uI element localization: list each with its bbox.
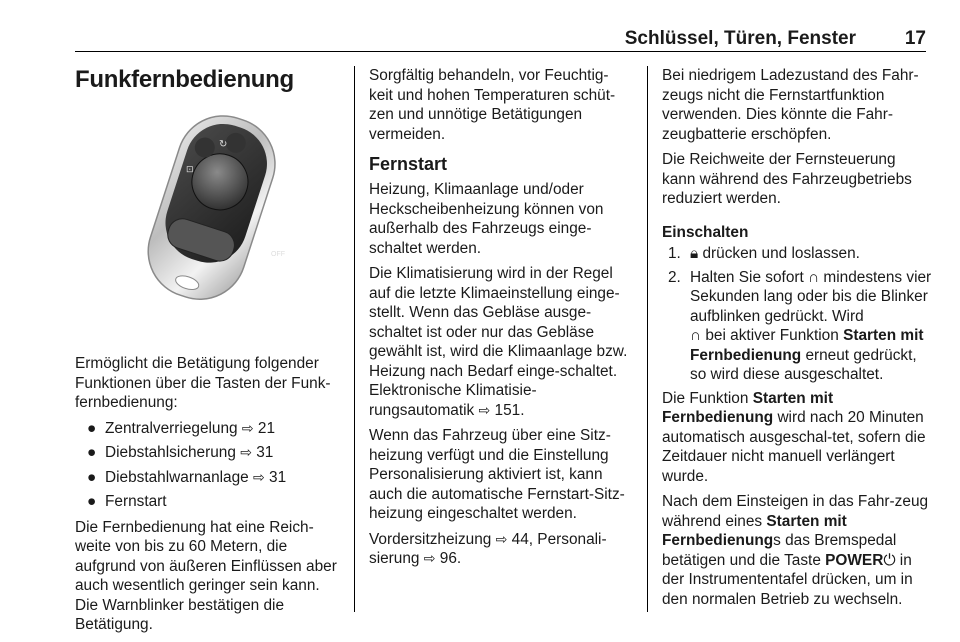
list-item: ● Fernstart	[87, 493, 167, 510]
paragraph: Nach dem Einsteigen in das Fahr-zeug während eines Starten mit Fernbedienungs das Bremspedal betätigen und die Taste POWER⏻ in der Instrumententafel drücken, um in den normalen Betrieb zu wechseln.	[662, 493, 929, 608]
power-icon: ⏻	[883, 551, 896, 569]
remote-start-icon: ∩	[808, 268, 820, 286]
section-heading: Funkfernbedienung	[75, 66, 294, 93]
page-header	[75, 28, 926, 48]
column-divider-1	[354, 66, 355, 612]
paragraph: Heizung, Klimaanlage und/oder Heckscheibenheizung können von außerhalb des Fahrzeugs einge-schaltet werden.	[369, 181, 604, 257]
list-item: ● Diebstahlsicherung ⇨ 31	[87, 444, 274, 461]
page-ref-icon: ⇨	[495, 530, 508, 547]
column-2	[369, 66, 631, 575]
page-ref-icon: ⇨	[241, 419, 254, 436]
intro-text: Ermöglicht die Betätigung folgender Funktionen über die Tasten der Funk-fernbedienung:	[75, 355, 331, 411]
page-ref-icon: ⇨	[253, 468, 265, 485]
remote-key-figure	[75, 108, 345, 304]
steps-list	[662, 244, 932, 385]
paragraph: Die Funktion Starten mit Fernbedienung wird nach 20 Minuten automatisch ausgeschal-tet, sofern die Zeitdauer nicht manuell verlängert wurde.	[662, 389, 926, 485]
page-ref-icon: ⇨	[478, 401, 491, 418]
page-ref-icon: ⇨	[423, 550, 436, 566]
list-item: ● Diebstahlwarnanlage ⇨ 31	[87, 468, 287, 486]
subsection-heading: Fernstart	[369, 154, 448, 174]
chapter-title: Schlüssel, Türen, Fenster	[624, 28, 856, 49]
list-item: 2. Halten Sie sofort ∩ mindestens vier Sekunden lang oder bis die Blinker aufblinken gedrückt. Wird ∩ bei aktiver Funktion Starten mit Fernbedienung erneut gedrückt, so wird diese ausgeschaltet.	[668, 268, 932, 383]
paragraph: Die Klimatisierung wird in der Regel auf die letzte Klimaeinstellung einge-stellt. Wenn das Gebläse ausge-schaltet ist oder nur das Gebläse gewählt ist, wird die Klimaanlage bzw. Heizung nach Bedarf einge-schaltet. Elektronische Klimatisie-rungsautomatik ⇨ 151.	[369, 265, 628, 419]
paragraph: Bei niedrigem Ladezustand des Fahr-zeugs nicht die Fernstartfunktion verwenden. Dies könnte die Fahr-zeugbatterie erschöpfen.	[662, 67, 919, 143]
svg-text:↻: ↻	[219, 139, 228, 150]
column-3	[662, 66, 932, 615]
care-text: Sorgfältig behandeln, vor Feuchtig-keit und hohen Temperaturen schüt-zen und unnötige Betätigungen vermeiden.	[369, 67, 616, 143]
column-1	[75, 66, 345, 641]
column-divider-2	[647, 66, 648, 612]
paragraph: Vordersitzheizung ⇨ 44, Personali- sierung ⇨ 96.	[369, 530, 607, 567]
svg-text:OFF: OFF	[271, 251, 285, 258]
paragraph: Die Reichweite der Fernsteuerung kann während des Fahrzeugbetriebs reduziert werden.	[662, 151, 912, 207]
function-list	[75, 419, 345, 512]
range-text: Die Fernbedienung hat eine Reich-weite von bis zu 60 Metern, die aufgrund von äußeren Einflüssen aber auch wesentlich geringer sein kann. Die Warnblinker bestätigen die Betätigung.	[75, 518, 337, 633]
list-item: 1. 🔒︎ drücken und loslassen.	[668, 245, 860, 262]
paragraph: Wenn das Fahrzeug über eine Sitz-heizung verfügt und die Einstellung Personalisierung aktiviert ist, kann auch die automatische Fernstart-Sitz-heizung eingeschaltet werden.	[369, 427, 625, 522]
svg-text:⊡: ⊡	[186, 164, 194, 174]
header-rule	[75, 51, 926, 52]
lock-icon: 🔒︎	[690, 245, 699, 262]
list-item: ● Zentralverriegelung ⇨ 21	[87, 419, 276, 437]
page-ref-icon: ⇨	[240, 444, 252, 460]
page-number: 17	[904, 28, 926, 49]
remote-key-illustration	[75, 108, 345, 304]
remote-start-icon: ∩	[690, 327, 702, 344]
subsection-heading: Einschalten	[662, 223, 749, 241]
